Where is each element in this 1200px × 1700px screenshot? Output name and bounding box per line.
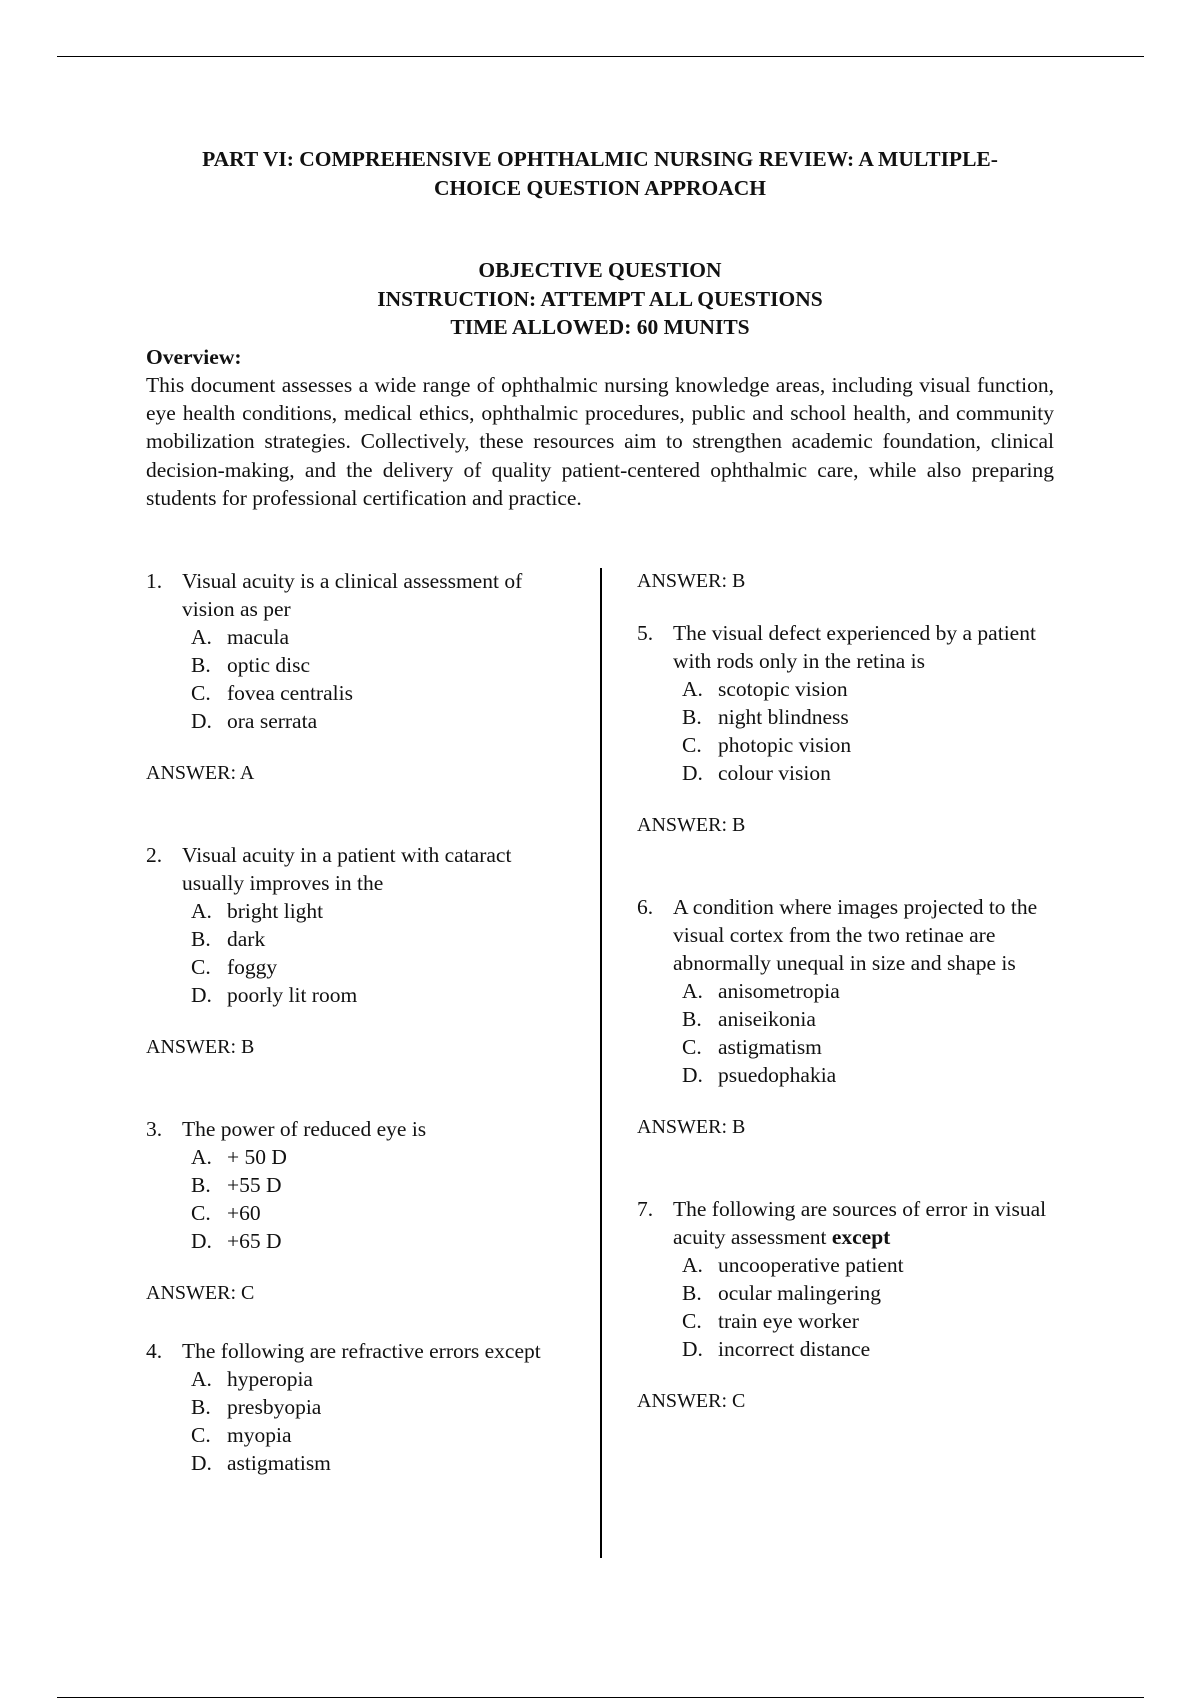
option-c: C. +60: [191, 1201, 261, 1225]
right-column: [637, 567, 1077, 1415]
emphasis-except: except: [831, 1225, 891, 1249]
option-d: D. poorly lit room: [191, 983, 358, 1007]
option-b: B. presbyopia: [191, 1395, 322, 1419]
question-number: 1.: [146, 569, 163, 593]
option-a: A. scotopic vision: [682, 677, 848, 701]
option-a: A. + 50 D: [191, 1145, 287, 1169]
answer-label: ANSWER: B: [637, 814, 746, 836]
answer-label-q4: ANSWER: B: [637, 570, 746, 592]
question-number: 5.: [637, 621, 654, 645]
options-list: [146, 623, 576, 735]
overview-label: Overview:: [146, 345, 242, 369]
question-stem: The visual defect experienced by a patient with rods only in the retina is: [673, 621, 1036, 673]
option-b: B. aniseikonia: [682, 1007, 816, 1031]
question-stem: The following are refractive errors except: [182, 1339, 541, 1363]
question-1: [146, 567, 576, 787]
question-number: 7.: [637, 1197, 654, 1221]
option-c: C. train eye worker: [682, 1309, 859, 1333]
overview-section: [146, 343, 1054, 512]
column-divider: [600, 568, 602, 1558]
option-b: B. night blindness: [682, 705, 849, 729]
option-c: C. foggy: [191, 955, 278, 979]
options-list: [146, 1365, 576, 1477]
question-4: [146, 1337, 576, 1477]
title-line-1: PART VI: COMPREHENSIVE OPHTHALMIC NURSING REVIEW: A MULTIPLE-: [202, 147, 998, 171]
options-list: [637, 1251, 1077, 1363]
question-stem: A condition where images projected to the visual cortex from the two retinae are abnormally unequal in size and shape is: [673, 895, 1038, 975]
answer-label: ANSWER: B: [637, 1116, 746, 1138]
option-a: A. hyperopia: [191, 1367, 313, 1391]
option-c: C. myopia: [191, 1423, 292, 1447]
answer-label: ANSWER: B: [146, 1036, 255, 1058]
option-a: A. macula: [191, 625, 290, 649]
question-number: 3.: [146, 1117, 163, 1141]
answer-label: ANSWER: A: [146, 762, 255, 784]
question-stem: The power of reduced eye is: [182, 1117, 427, 1141]
question-stem: Visual acuity in a patient with cataract usually improves in the: [182, 843, 512, 895]
options-list: [146, 897, 576, 1009]
question-2: [146, 841, 576, 1061]
option-c: C. fovea centralis: [191, 681, 353, 705]
objective-heading: OBJECTIVE QUESTION: [478, 258, 722, 282]
overview-text: This document assesses a wide range of ophthalmic nursing knowledge areas, including visual function, eye health conditions, medical ethics, ophthalmic procedures, public and school health, and community mobilization strategies. Collectively, these resources aim to strengthen academic foundation, clinical decision-making, and the delivery of quality patient-centered ophthalmic care, while also preparing students for professional certification and practice.: [146, 373, 1054, 510]
option-d: D. +65 D: [191, 1229, 282, 1253]
option-d: D. psuedophakia: [682, 1063, 837, 1087]
option-d: D. colour vision: [682, 761, 831, 785]
options-list: [637, 675, 1077, 787]
question-number: 2.: [146, 843, 163, 867]
left-column: [146, 567, 576, 1477]
question-6: [637, 893, 1077, 1141]
question-number: 6.: [637, 895, 654, 919]
question-5: [637, 619, 1077, 839]
title-line-2: CHOICE QUESTION APPROACH: [433, 176, 767, 200]
option-a: A. bright light: [191, 899, 324, 923]
answer-label: ANSWER: C: [637, 1390, 746, 1412]
option-a: A. anisometropia: [682, 979, 840, 1003]
option-c: C. photopic vision: [682, 733, 852, 757]
question-3: [146, 1115, 576, 1307]
option-b: B. optic disc: [191, 653, 310, 677]
option-c: C. astigmatism: [682, 1035, 822, 1059]
option-d: D. incorrect distance: [682, 1337, 871, 1361]
exam-heading: [145, 256, 1055, 342]
question-number: 4.: [146, 1339, 163, 1363]
bottom-rule: [57, 1697, 1144, 1698]
option-b: B. ocular malingering: [682, 1281, 881, 1305]
answer-label: ANSWER: C: [146, 1282, 255, 1304]
option-b: B. dark: [191, 927, 266, 951]
option-d: D. ora serrata: [191, 709, 318, 733]
option-b: B. +55 D: [191, 1173, 282, 1197]
time-allowed-heading: TIME ALLOWED: 60 MUNITS: [450, 315, 750, 339]
instruction-heading: INSTRUCTION: ATTEMPT ALL QUESTIONS: [377, 286, 823, 311]
question-stem: Visual acuity is a clinical assessment of vision as per: [182, 569, 523, 621]
question-stem: The following are sources of error in visual acuity assessment except: [673, 1197, 1047, 1249]
question-7: [637, 1195, 1077, 1415]
option-d: D. astigmatism: [191, 1451, 331, 1475]
option-a: A. uncooperative patient: [682, 1253, 904, 1277]
options-list: [146, 1143, 576, 1255]
top-rule: [57, 56, 1144, 57]
document-title: [145, 145, 1055, 203]
options-list: [637, 977, 1077, 1089]
